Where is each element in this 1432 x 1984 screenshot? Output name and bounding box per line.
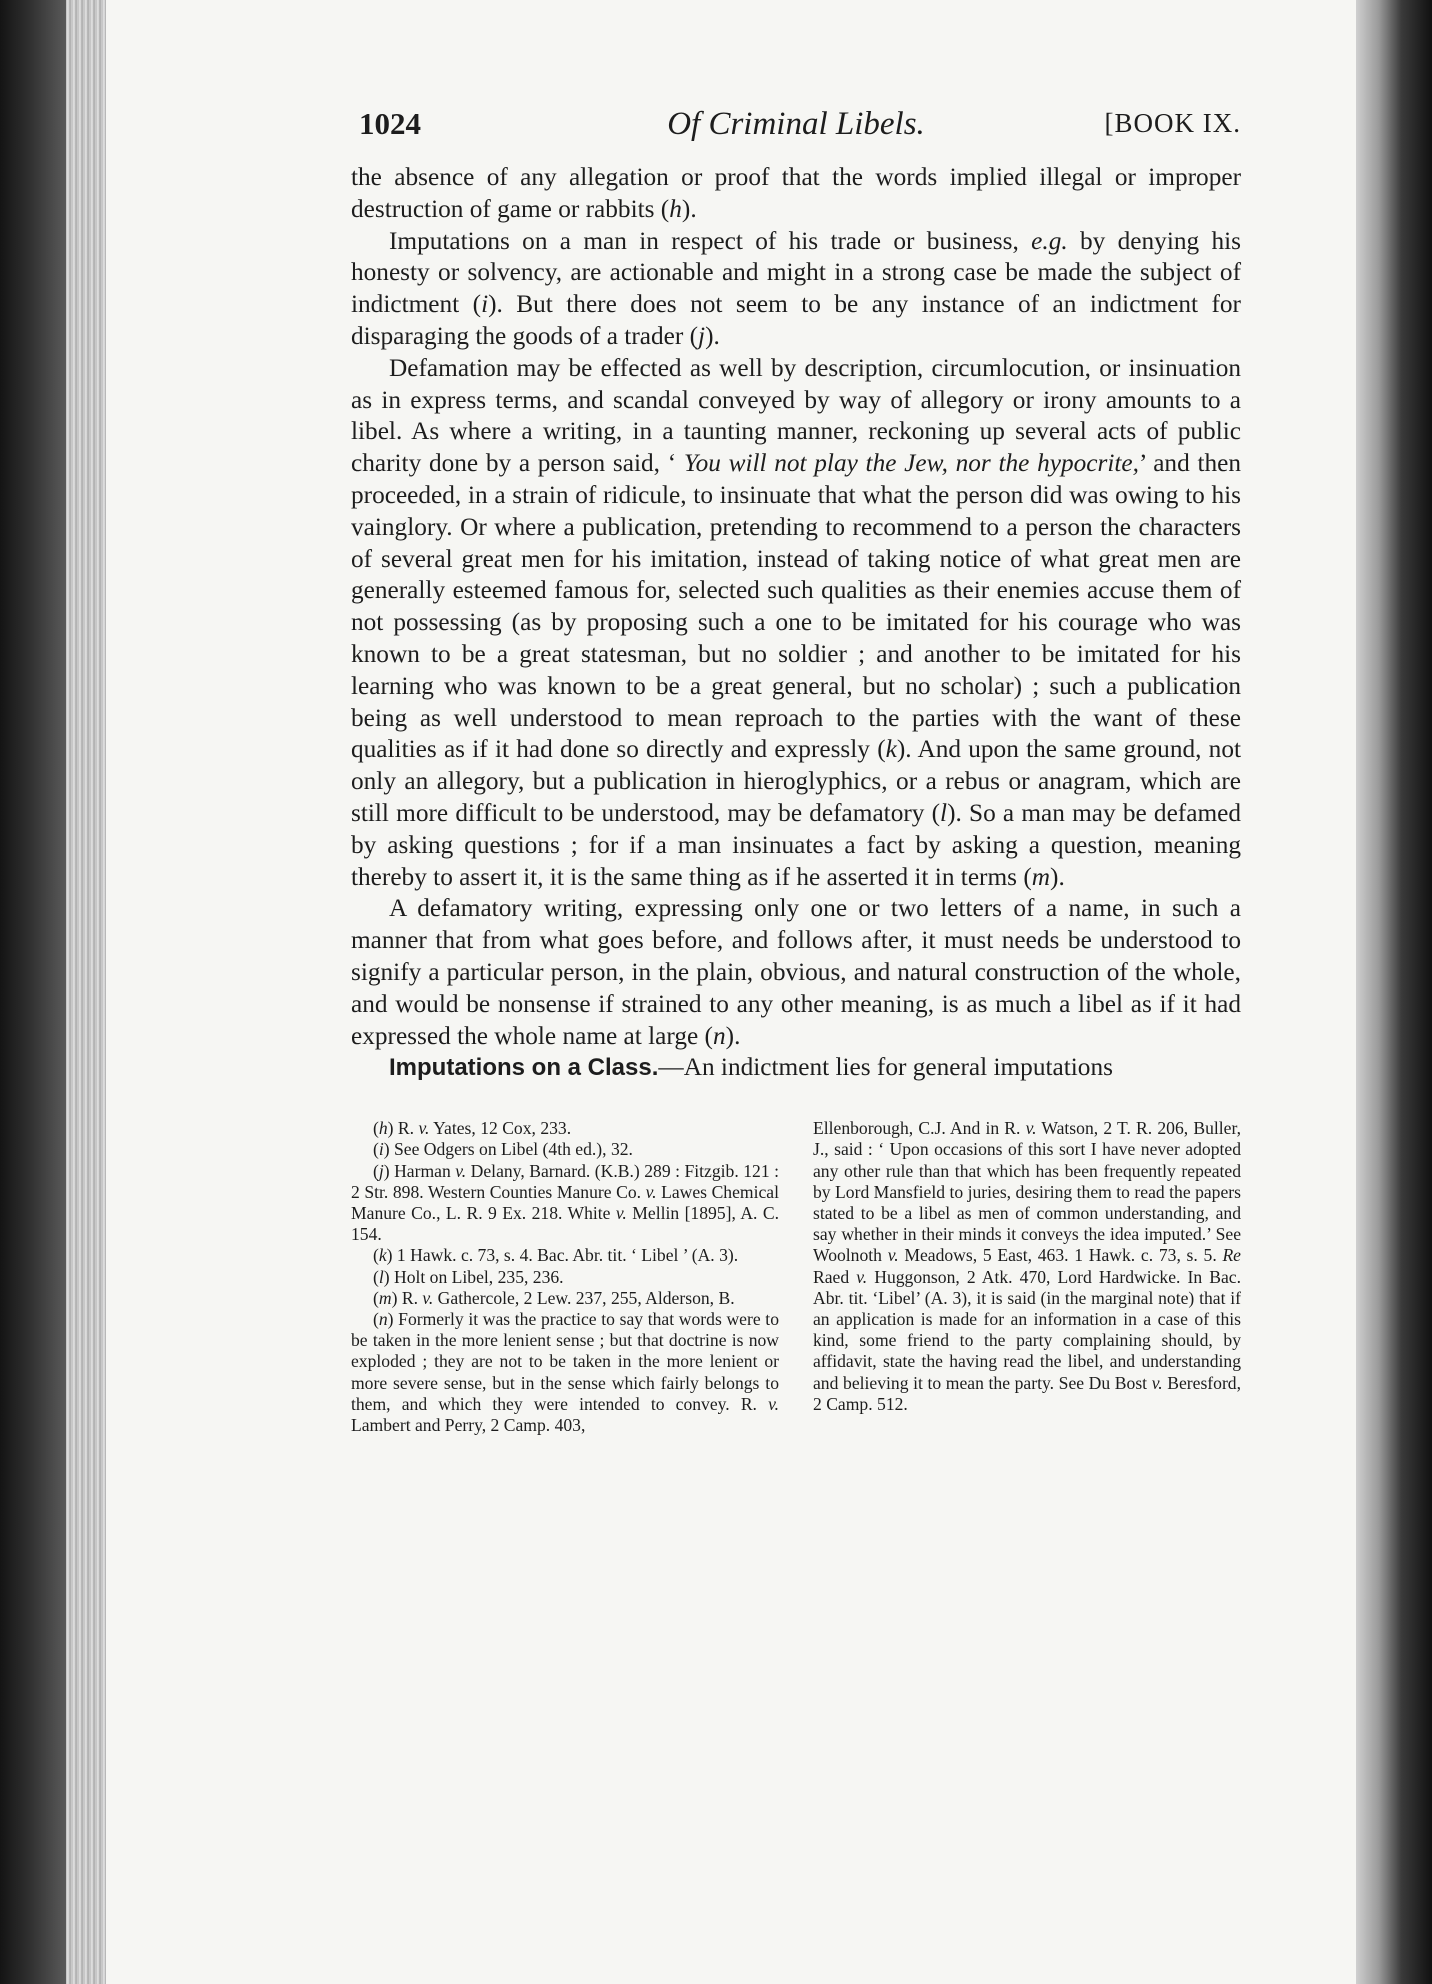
footnote: (n) Formerly it was the practice to say that words were to be taken in the more lenient sense ; but that doctrine is now exploded ; they are not to be taken in the more lenient or more severe sense, but in the sense which fairly belongs to them, and which they were intended to convey. R. v. Lambert and Perry, 2 Camp. 403,	[351, 1308, 779, 1435]
book-spine-shadow	[0, 0, 66, 1984]
footnote: (i) See Odgers on Libel (4th ed.), 32.	[373, 1139, 633, 1160]
body-paragraph: Imputations on a Class.—An indictment lies for general imputations	[389, 1053, 1113, 1082]
running-title: Of Criminal Libels.	[667, 106, 925, 142]
page-content	[351, 98, 1241, 1436]
body-paragraph: Imputations on a man in respect of his trade or business, e.g. by denying his honesty or solvency, are actionable and might in a strong case be made the subject of indictment (i). But there does not seem to be any instance of an indictment for disparaging the goods of a trader (j).	[351, 226, 1241, 350]
footnote: (k) 1 Hawk. c. 73, s. 4. Bac. Abr. tit. ‘ Libel ’ (A. 3).	[373, 1245, 739, 1266]
book-cover-edge	[1356, 0, 1432, 1984]
page-stack-edge	[66, 0, 106, 1984]
running-head	[351, 98, 1241, 148]
body-text	[351, 162, 1241, 1084]
body-paragraph: A defamatory writing, expressing only one or two letters of a name, in such a manner that from what goes before, and follows after, it must needs be understood to signify a particular person, in the plain, obvious, and natural construction of the whole, and would be nonsense if strained to any other meaning, is as much a libel as if it had expressed the whole name at large (n).	[351, 894, 1241, 1050]
body-paragraph: Defamation may be effected as well by description, circumlocution, or insinuation as in express terms, and scandal conveyed by way of allegory or irony amounts to a libel. As where a writing, in a taunting manner, reckoning up several acts of public charity done by a person said, ‘ You will not play the Jew, nor the hypocrite,’ and then proceeded, in a strain of ridicule, to insinuate that what the person did was owing to his vainglory. Or where a publication, pretending to recommend to a person the characters of several great men for his imitation, instead of taking notice of what great men are generally esteemed famous for, selected such qualities as their enemies accuse them of not possessing (as by proposing such a one to be imitated for his courage who was known to be a great statesman, but no soldier ; and another to be imitated for his learning who was known to be a great general, but no scholar) ; such a publication being as well understood to mean reproach to the parties with the want of these qualities as if it had done so directly and expressly (k). And upon the same ground, not only an allegory, but a publication in hieroglyphics, or a rebus or anagram, which are still more difficult to be understood, may be defamatory (l). So a man may be defamed by asking questions ; for if a man insinuates a fact by asking a question, meaning thereby to assert it, it is the same thing as if he asserted it in terms (m).	[351, 353, 1242, 891]
page-number: 1024	[359, 106, 421, 141]
footnote: (l) Holt on Libel, 235, 236.	[373, 1266, 564, 1287]
footnote: (h) R. v. Yates, 12 Cox, 233.	[373, 1118, 572, 1139]
book-label: [BOOK IX.	[1104, 108, 1241, 138]
footnote: (j) Harman v. Delany, Barnard. (K.B.) 289 : Fitzgib. 121 : 2 Str. 898. Western Counties Manure Co. v. Lawes Chemical Manure Co., L. R. 9 Ex. 218. White v. Mellin [1895], A. C. 154.	[351, 1160, 779, 1245]
body-paragraph: the absence of any allegation or proof that the words implied illegal or improper destruction of game or rabbits (h).	[351, 163, 1241, 223]
footnotes	[351, 1118, 1241, 1436]
footnote: (m) R. v. Gathercole, 2 Lew. 237, 255, Alderson, B.	[373, 1287, 735, 1308]
footnote: Ellenborough, C.J. And in R. v. Watson, 2 T. R. 206, Buller, J., said : ‘ Upon occasions of this sort I have never adopted any other rule than that which has been frequently repeated by Lord Mansfield to juries, desiring them to read the papers stated to be a libel as men of common understanding, and say whether in their minds it conveys the idea imputed.’ See Woolnoth v. Meadows, 5 East, 463. 1 Hawk. c. 73, s. 5. Re Raed v. Huggonson, 2 Atk. 470, Lord Hardwicke. In Bac. Abr. tit. ‘Libel’ (A. 3), it is said (in the marginal note) that if an application is made for an information in a case of this kind, some friend to the party complaining should, by affidavit, state the having read the libel, and understanding and believing it to mean the party. See Du Bost v. Beresford, 2 Camp. 512.	[813, 1118, 1242, 1414]
footnotes-right-column	[813, 1118, 1241, 1436]
footnotes-left-column	[351, 1118, 779, 1436]
